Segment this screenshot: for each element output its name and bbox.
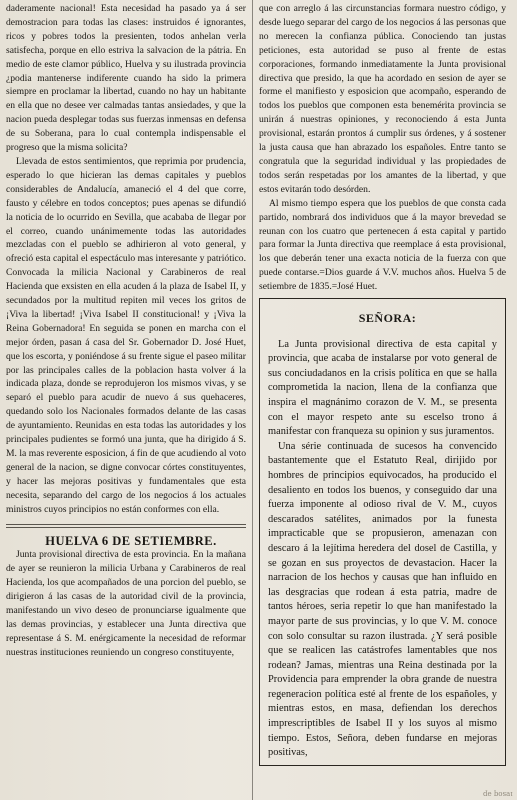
address-paragraph-2: Una série continuada de sucesos ha convencido bastantemente que el Estatuto Real, dirijido por hombres de principios equivocados, ha producido el desaliento en todos los buenos, y conseguido dar una fuerza imponente al odioso rival de V. M., cuyos descarados satélites, animados por la funesta impracticable que se propusieron, amenazan con descaro á la lejítima heredera del dosel de Castilla, y se gozan en sus proyectos de devastacion. Hacer la narracion de los hechos y causas que han influido en las desgracias que rodean á esta patria, madre de tantos héroes, seria repetir lo que han manifestado la mayor parte de sus provincias, y lo que V. M. conoce con solo consultar su razon ilustrada. ¿Y será posible que se realicen las catástrofes lamentables que nos rodean? Jamas, mientras una Reina destinada por la Providencia para emprender la obra grande de nuestra regeneracion política esté al frente de los españoles, y mientras estos, en masa, defiendan los derechos imprescriptibles de Isabel II y los suyos al mismo tiempo. Estos, Señora, deben fundarse en mejoras positivas, [268,440,497,759]
section-divider [6,524,246,528]
left-paragraph-1: daderamente nacional! Esta necesidad ha pasado ya á ser demostracion para todas las clases: instruidos é ignorantes, ricos y pobres todos la presienten, todos anhelan verla satisfecha, porque en ello estriva la salvacion de la pátria. En medio de este clamor público, Huelva y su ilustrada provincia ¿podia mantenerse indiferente cuando ha sido la primera siempre en proclamar la libertad, cuando no hay un habitante en ella que no desee ver calmadas tantas ansiedades, y que la nacion pueda desplegar todas sus fuerzas inmensas en defensa de su Soberana, para lo cual contempla indispensable el progreso que la misma solicita? [6,3,246,154]
address-paragraph-1: La Junta provisional directiva de esta capital y provincia, que acaba de instalarse por voto general de sus conciudadanos en la crisis política en que se halla comprometida la nacion, llena de la confianza que inspira el magnánimo corazon de V. M., se presenta con el mayor respeto ante su escelso trono á manifestar con franqueza su opinion y sus juramentos. [268,338,497,438]
left-column [6,2,246,660]
left-paragraph-3: Junta provisional directiva de esta provincia. En la mañana de ayer se reunieron la milicia Urbana y Carabineros de real Hacienda, los que acompañados de una porcion del pueblo, se dirigieron á las casas de la autoridad civil de la provincia, manifestando un vivo deseo de pronunciarse igualmente que las demas provincias, y establecer una Junta directiva que representase á S. M. enérgicamente la necesidad de reformar nuestras instituciones reuniendo un congreso constituyente, [6,549,246,658]
address-title: SEÑORA: [358,311,417,326]
address-box [259,298,506,766]
right-paragraph-1: que con arreglo á las circunstancias formara nuestro código, y desde luego separar del cargo de los negocios á las personas que no merecen la confianza pública. Conociendo tan justas peticiones, esta autoridad se puso al frente de estas corporaciones, formando inmediatamente la Junta provisional directiva que presido, la que ha acordado en sesion de ayer se forme el manifiesto y esposicion que acompaño, esperando de todos los pueblos que componen esta benemérita provincia se unirán á nuestras opiniones, y reconociendo á esta Junta provisional, estarán prontos á cumplir sus órdenes, y á sostener la justa causa que han abrazado los españoles. Entre tanto se congratula que la seguridad individual y las propiedades de todos serán respetadas por los amantes de la libertad, y que estos evitarán todo desórden. [259,3,506,195]
column-divider [252,0,253,800]
section-heading: HUELVA 6 DE SETIEMBRE. [45,533,217,548]
left-paragraph-2: Llevada de estos sentimientos, que reprimia por prudencia, esperado lo que hicieran las demas capitales y pueblos considerables de Andalucía, amaneció el 4 del que corre, fausto y célebre en todos conceptos; pues apenas se difundió la noticia de lo ocurrido en Sevilla, que acababa de llegar por el correo, cuando unánimemente todas las autoridades mezcladas con el pueblo se adhirieron al voto general, y ofreció esta capital el espectáculo mas interesante y patriótico. Convocada la milicia Nacional y Carabineros de real Hacienda que exsisten en ella acuden á la plaza de Isabel II, y secundados por la multitud repiten mil veces los gritos de ¡Viva la libertad! ¡Viva Isabel II constitucional! y ¡Viva la Reina Gobernadora! En seguida se ponen en marcha con el mejor órden, pasan á casa del Sr. Gobernador D. José Huet, que los escorta, y poniéndose á su frente sigue el paseo militar por las principales calles de la poblacion hasta volver á la indicada plaza, donde se reprodujeron los mismos vivas, y se separó el pueblo para acudir de nuevo á sus quehaceres, quedando solo los Nacionales formados delante de las casas de ayuntamiento. Reunidas en esta todas las autoridades y los principales pudientes se formó una junta, que ha dirigido á S. M. la mas reverente esposicion, á fin de que acudiendo al voto general de la nacion, se digne convocar córtes constituyentes, y hacer las mejoras positivas y fundamentales que esta necesita, separando del cargo de los negocios á los actuales ministros cuyos principios no están conformes con ella. [6,155,246,515]
right-column [259,2,506,766]
right-paragraph-2: Al mismo tiempo espera que los pueblos de que consta cada partido, nombrará dos individuos que á la mayor brevedad se reunan con los cuatro que pertenecen á esta capital y partido para formar la Junta directiva que reemplace á esta provisional, los que deberán tener una exacta noticia de la fuerza con que puede contarse.=Dios guarde á V.V. muchos años. Huelva 5 de setiembre de 1835.=José Huet. [259,197,506,293]
corner-mark: ıɐsoq ǝp [483,790,513,798]
